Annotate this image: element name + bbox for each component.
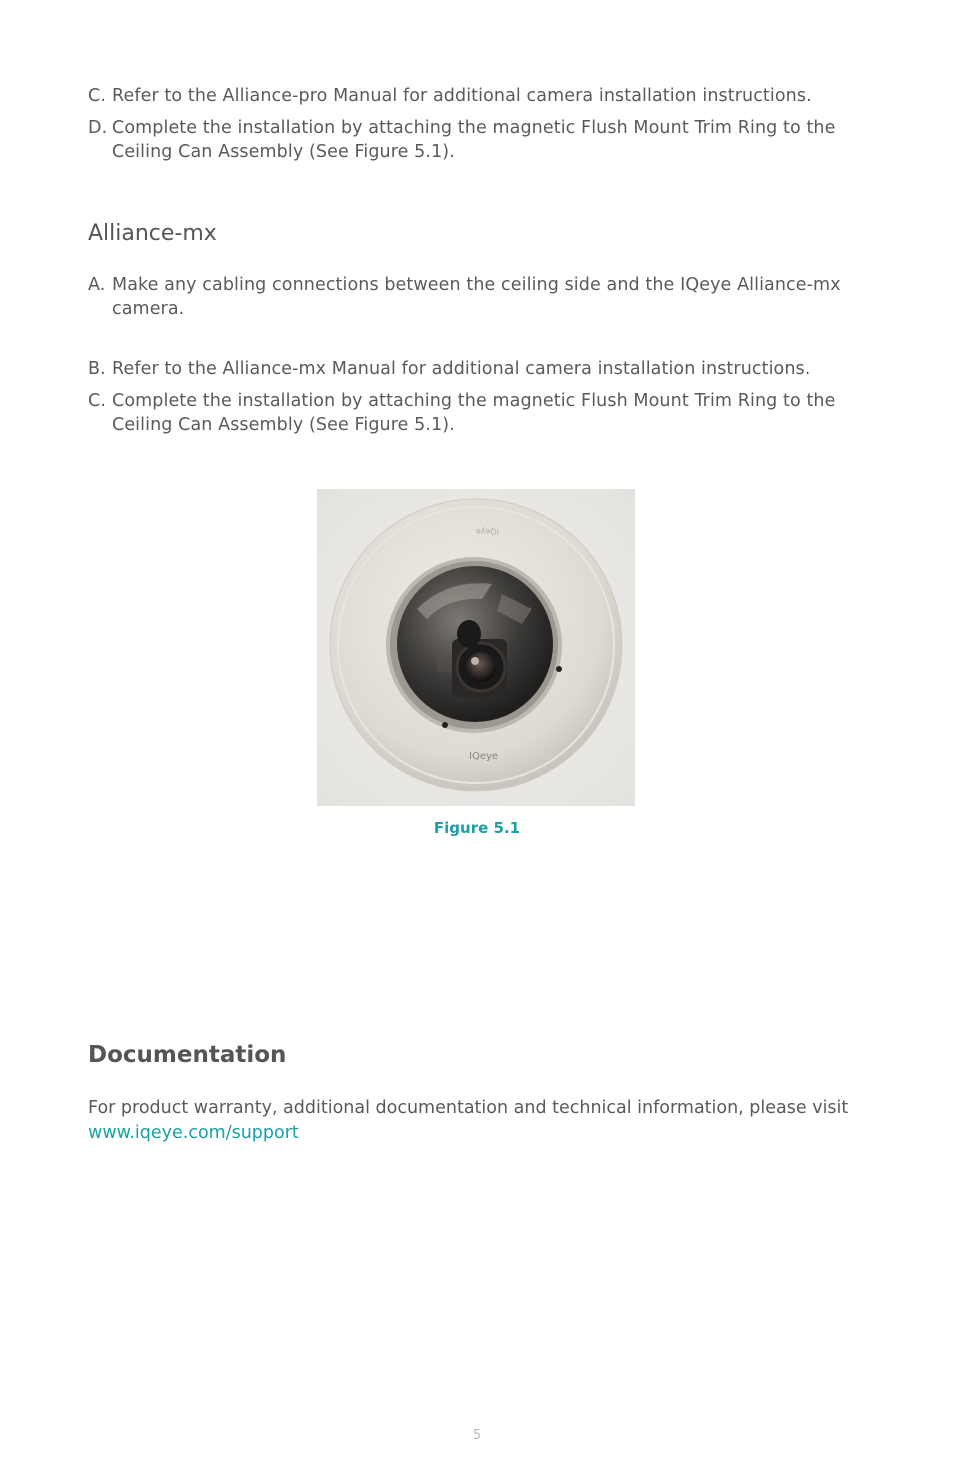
section-heading-alliance-mx: Alliance-mx bbox=[88, 221, 217, 246]
brand-logo-text-upside: IQeye bbox=[475, 527, 499, 536]
support-link[interactable]: www.iqeye.com/support bbox=[88, 1123, 299, 1143]
pro-step-c bbox=[88, 84, 888, 108]
pro-step-d bbox=[88, 116, 888, 164]
documentation-text: For product warranty, additional documentation and technical information, please visit bbox=[88, 1098, 849, 1118]
step-text: Complete the installation by attaching the magnetic Flush Mount Trim Ring to the Ceiling Can Assembly (See Figure 5.1). bbox=[112, 118, 836, 162]
dome-camera-illustration bbox=[317, 489, 635, 806]
step-letter: C. bbox=[88, 391, 106, 411]
section-heading-documentation: Documentation bbox=[88, 1042, 287, 1068]
step-letter: A. bbox=[88, 275, 106, 295]
figure-caption: Figure 5.1 bbox=[433, 819, 521, 837]
mx-step-b bbox=[88, 357, 888, 381]
documentation-paragraph bbox=[88, 1096, 908, 1146]
step-letter: C. bbox=[88, 86, 106, 106]
camera-photo bbox=[317, 489, 635, 806]
step-text: Refer to the Alliance-mx Manual for additional camera installation instructions. bbox=[112, 359, 811, 379]
brand-logo-text: IQeye bbox=[469, 751, 499, 762]
step-text: Complete the installation by attaching the magnetic Flush Mount Trim Ring to the Ceiling Can Assembly (See Figure 5.1). bbox=[112, 391, 836, 435]
mx-step-c bbox=[88, 389, 888, 437]
page-number: 5 bbox=[472, 1428, 482, 1443]
step-letter: D. bbox=[88, 118, 108, 138]
step-text: Make any cabling connections between the ceiling side and the IQeye Alliance-mx camera. bbox=[112, 275, 841, 319]
step-letter: B. bbox=[88, 359, 106, 379]
step-text: Refer to the Alliance-pro Manual for additional camera installation instructions. bbox=[112, 86, 812, 106]
mx-step-a bbox=[88, 273, 888, 321]
